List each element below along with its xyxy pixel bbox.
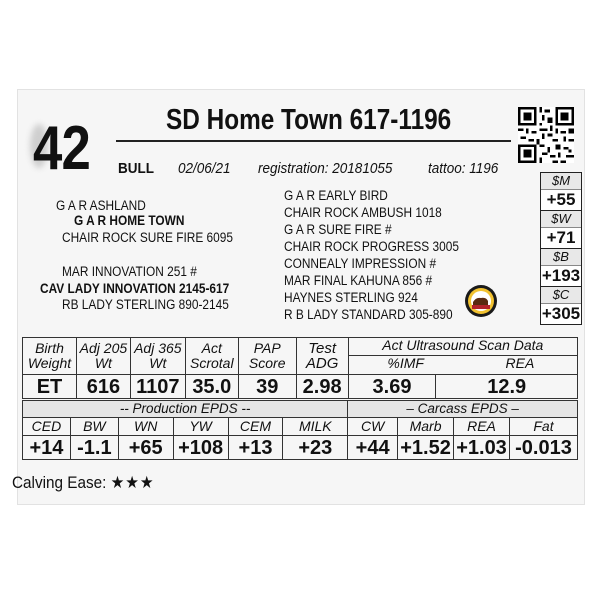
cw-header: CW <box>348 418 398 436</box>
w-index-label: $W <box>541 211 581 228</box>
m-index-value: +55 <box>541 190 581 211</box>
registration: registration: 20181055 <box>258 160 393 177</box>
c-index-value: +305 <box>541 304 581 323</box>
milk-header: MILK <box>283 418 348 436</box>
cem-value: +13 <box>228 436 283 460</box>
sire-sire: G A R ASHLAND <box>56 198 146 213</box>
dam-sire: MAR INNOVATION 251 # <box>62 264 197 279</box>
bw-value: -1.1 <box>70 436 118 460</box>
test-adg-value: 2.98 <box>296 375 348 399</box>
adj-365-value: 1107 <box>130 375 185 399</box>
imf-header: %IMF <box>387 355 424 371</box>
sire-dam: CHAIR ROCK SURE FIRE 6095 <box>62 230 233 245</box>
pedigree-right-4: CHAIR ROCK PROGRESS 3005 <box>284 239 459 254</box>
birthdate: 02/06/21 <box>178 160 231 177</box>
marb-value: +1.52 <box>398 436 454 460</box>
pedigree-right-6: MAR FINAL KAHUNA 856 # <box>284 273 433 288</box>
pap-score-value: 39 <box>238 375 296 399</box>
birth-weight-header: Birth Weight <box>23 338 77 375</box>
pedigree-right-7: HAYNES STERLING 924 <box>284 290 418 305</box>
sale-lot-card <box>12 90 584 504</box>
production-epds-title: -- Production EPDS -- <box>23 401 348 418</box>
sire: G A R HOME TOWN <box>74 213 185 228</box>
pedigree-right-2: CHAIR ROCK AMBUSH 1018 <box>284 205 442 220</box>
w-index-value: +71 <box>541 228 581 249</box>
act-scrotal-value: 35.0 <box>185 375 238 399</box>
adj-365-header: Adj 365 Wt <box>130 338 185 375</box>
calving-ease <box>12 472 155 494</box>
animal-name: SD Home Town 617-1196 <box>166 104 452 136</box>
pap-score-header: PAP Score <box>238 338 296 375</box>
marb-header: Marb <box>398 418 454 436</box>
dollar-index-box <box>540 172 582 325</box>
imf-value: 3.69 <box>348 375 436 399</box>
birth-weight-value: ET <box>23 375 77 399</box>
m-index-label: $M <box>541 173 581 190</box>
dam: CAV LADY INNOVATION 2145-617 <box>40 281 230 296</box>
ultrasound-header: Act Ultrasound Scan Data <box>349 338 577 356</box>
performance-table <box>22 337 578 399</box>
carcass-epds-title: – Carcass EPDS – <box>348 401 578 418</box>
fat-header: Fat <box>509 418 577 436</box>
title-underline <box>116 140 511 142</box>
qr-code-icon <box>518 107 574 163</box>
dam-dam: RB LADY STERLING 890-2145 <box>62 297 229 312</box>
pedigree-right-5: CONNEALY IMPRESSION # <box>284 256 437 271</box>
wn-header: WN <box>118 418 173 436</box>
cem-header: CEM <box>228 418 283 436</box>
pedigree-right-8: R B LADY STANDARD 305-890 <box>284 307 453 322</box>
breed-association-seal-icon <box>464 284 498 318</box>
adj-205-value: 616 <box>76 375 130 399</box>
ced-value: +14 <box>23 436 71 460</box>
yw-header: YW <box>173 418 228 436</box>
b-index-label: $B <box>541 249 581 266</box>
b-index-value: +193 <box>541 266 581 285</box>
adj-205-header: Adj 205 Wt <box>76 338 130 375</box>
milk-value: +23 <box>283 436 348 460</box>
fat-value: -0.013 <box>509 436 577 460</box>
cw-value: +44 <box>348 436 398 460</box>
ced-header: CED <box>23 418 71 436</box>
pedigree-right-3: G A R SURE FIRE # <box>284 222 392 237</box>
test-adg-header: Test ADG <box>296 338 348 375</box>
bw-header: BW <box>70 418 118 436</box>
epd-table <box>22 400 578 460</box>
rea-us-header: REA <box>505 355 535 371</box>
act-scrotal-header: Act Scrotal <box>185 338 238 375</box>
rea-header: REA <box>454 418 510 436</box>
lot-number: 42 <box>33 114 90 183</box>
calving-ease-stars: ★★★ <box>110 473 155 492</box>
yw-value: +108 <box>173 436 228 460</box>
ultrasound-header-cell <box>348 338 577 375</box>
calving-ease-label: Calving Ease: <box>12 473 107 492</box>
rea-us-value: 12.9 <box>436 375 578 399</box>
pedigree-right-1: G A R EARLY BIRD <box>284 188 388 203</box>
wn-value: +65 <box>118 436 173 460</box>
sex-label: BULL <box>118 160 154 177</box>
rea-value: +1.03 <box>454 436 510 460</box>
c-index-label: $C <box>541 287 581 304</box>
tattoo: tattoo: 1196 <box>428 160 499 177</box>
